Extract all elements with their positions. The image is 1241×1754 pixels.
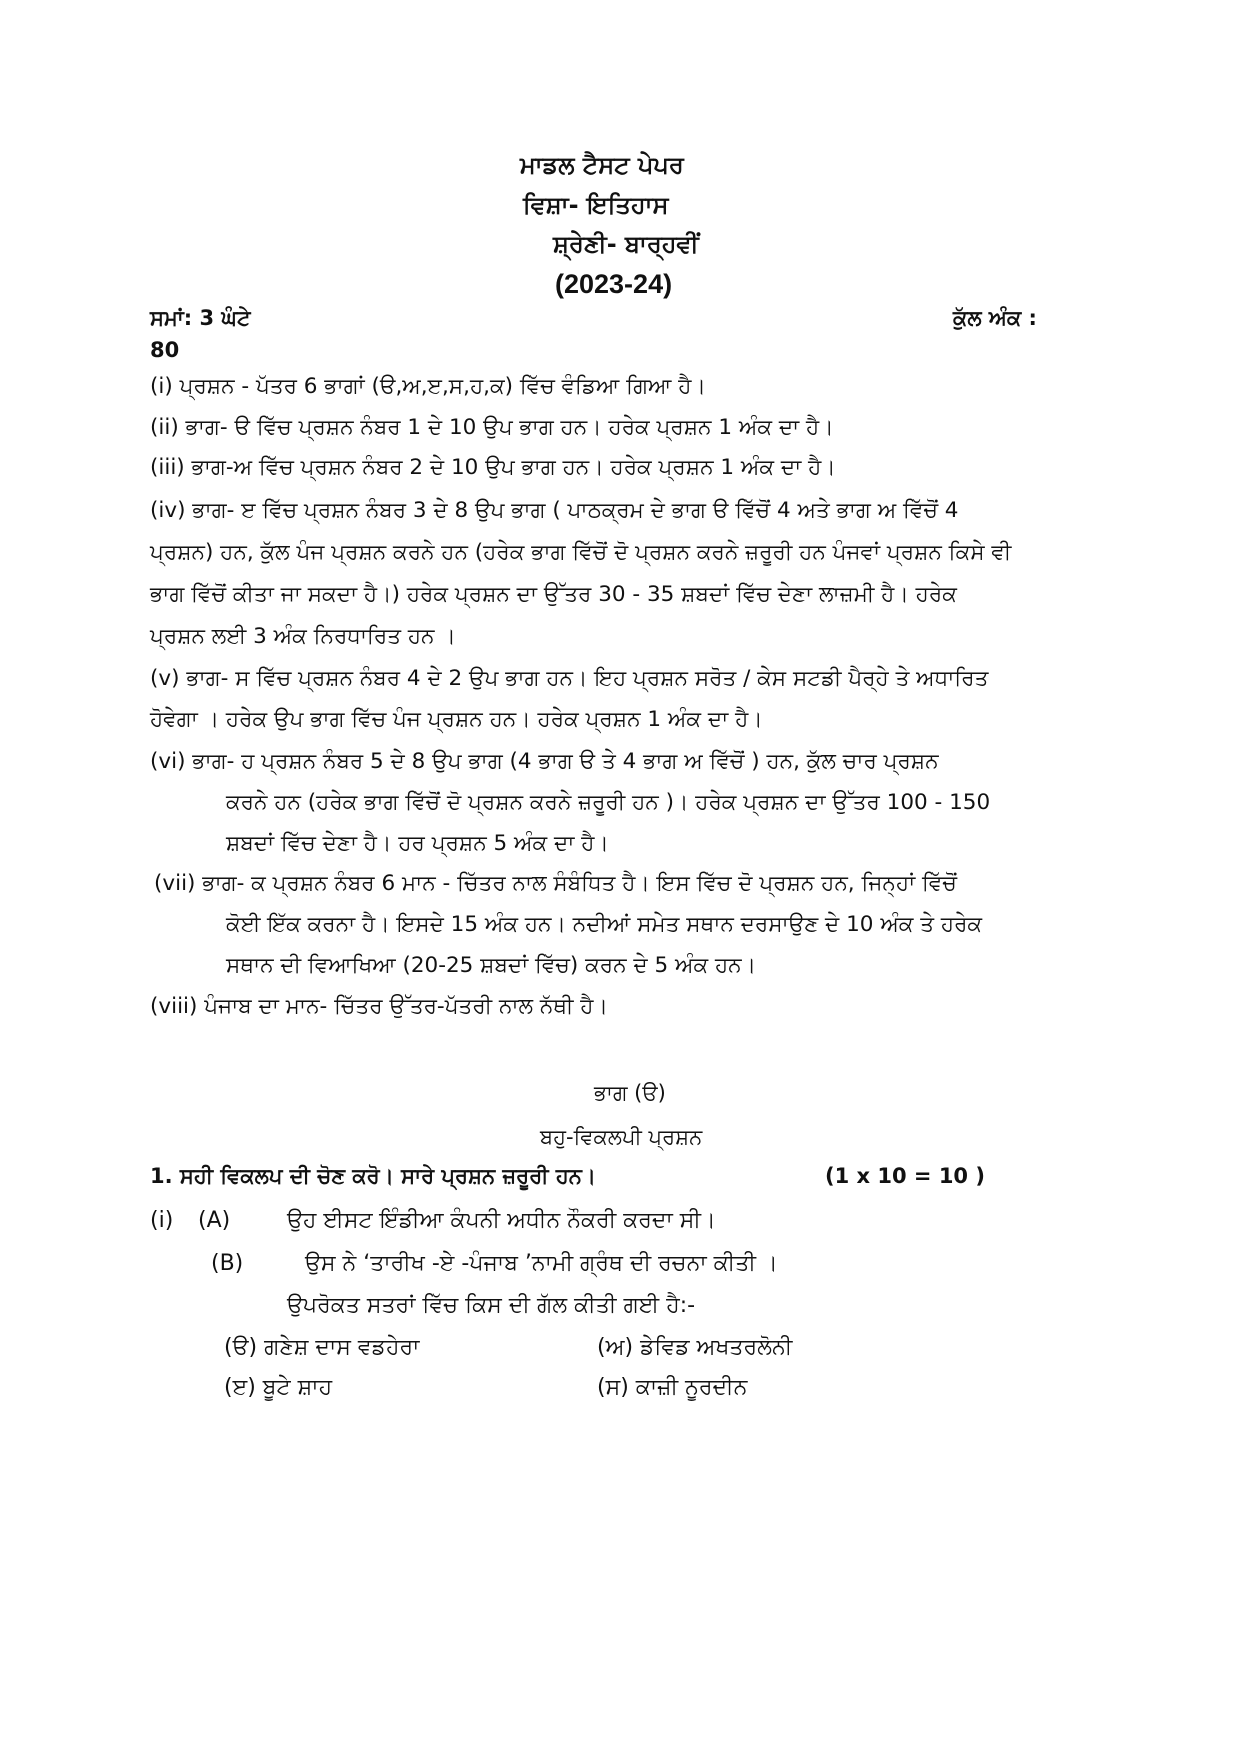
option-d: (ਸ) ਕਾਜ਼ੀ ਨੂਰਦੀਨ — [597, 1375, 748, 1400]
instruction-line: (v) ਭਾਗ- ਸ ਵਿੱਚ ਪ੍ਰਸ਼ਨ ਨੰਬਰ 4 ਦੇ 2 ਉਪ ਭਾਗ ਹਨ। ਇਹ ਪ੍ਰਸ਼ਨ ਸਰੋਤ / ਕੇਸ ਸਟਡੀ ਪੈਰ੍ਹੇ ਤੇ ਅਧਾਰਿਤ — [150, 666, 989, 691]
question-prompt: ਉਪਰੋਕਤ ਸਤਰਾਂ ਵਿੱਚ ਕਿਸ ਦੀ ਗੱਲ ਕੀਤੀ ਗਈ ਹੈ:- — [287, 1293, 696, 1318]
instruction-line: (vi) ਭਾਗ- ਹ ਪ੍ਰਸ਼ਨ ਨੰਬਰ 5 ਦੇ 8 ਉਪ ਭਾਗ (4 ਭਾਗ ੳ ਤੇ 4 ਭਾਗ ਅ ਵਿੱਚੋਂ ) ਹਨ, ਕੁੱਲ ਚਾਰ ਪ੍ਰਸ਼ਨ — [150, 749, 939, 774]
option-c: (ੲ) ਬੂਟੇ ਸ਼ਾਹ — [224, 1375, 333, 1400]
option-b: (ਅ) ਡੇਵਿਡ ਅਖਤਰਲੋਨੀ — [597, 1335, 793, 1360]
instruction-line: ਸ਼ਬਦਾਂ ਵਿੱਚ ਦੇਣਾ ਹੈ। ਹਰ ਪ੍ਰਸ਼ਨ 5 ਅੰਕ ਦਾ ਹੈ। — [226, 831, 609, 856]
question-part-number: (i) — [150, 1208, 174, 1233]
instruction-line: ਪ੍ਰਸ਼ਨ ਲਈ 3 ਅੰਕ ਨਿਰਧਾਰਿਤ ਹਨ । — [150, 624, 456, 649]
instruction-line: (vii) ਭਾਗ- ਕ ਪ੍ਰਸ਼ਨ ਨੰਬਰ 6 ਮਾਨ - ਚਿੱਤਰ ਨਾਲ ਸੰਬੰਧਿਤ ਹੈ। ਇਸ ਵਿੱਚ ਦੋ ਪ੍ਰਸ਼ਨ ਹਨ, ਜਿਨ੍ਹਾਂ ਵਿੱਚੋਂ — [154, 871, 957, 896]
statement-a-label: (A) — [198, 1208, 231, 1233]
instruction-line: ਭਾਗ ਵਿੱਚੋਂ ਕੀਤਾ ਜਾ ਸਕਦਾ ਹੈ।) ਹਰੇਕ ਪ੍ਰਸ਼ਨ ਦਾ ਉੱਤਰ 30 - 35 ਸ਼ਬਦਾਂ ਵਿੱਚ ਦੇਣਾ ਲਾਜ਼ਮੀ ਹੈ। ਹਰੇਕ — [150, 582, 957, 607]
instruction-line: (iv) ਭਾਗ- ੲ ਵਿੱਚ ਪ੍ਰਸ਼ਨ ਨੰਬਰ 3 ਦੇ 8 ਉਪ ਭਾਗ ( ਪਾਠਕ੍ਰਮ ਦੇ ਭਾਗ ੳ ਵਿੱਚੋਂ 4 ਅਤੇ ਭਾਗ ਅ ਵਿੱਚੋਂ 4 — [150, 498, 959, 523]
instruction-line: ਸਥਾਨ ਦੀ ਵਿਆਖਿਆ (20-25 ਸ਼ਬਦਾਂ ਵਿੱਚ) ਕਰਨ ਦੇ 5 ਅੰਕ ਹਨ। — [226, 953, 757, 978]
instruction-line: (iii) ਭਾਗ-ਅ ਵਿੱਚ ਪ੍ਰਸ਼ਨ ਨੰਬਰ 2 ਦੇ 10 ਉਪ ਭਾਗ ਹਨ। ਹਰੇਕ ਪ੍ਰਸ਼ਨ 1 ਅੰਕ ਦਾ ਹੈ। — [150, 455, 836, 480]
time-allowed: ਸਮਾਂ: 3 ਘੰਟੇ — [150, 306, 251, 330]
instruction-line: ਹੋਵੇਗਾ । ਹਰੇਕ ਉਪ ਭਾਗ ਵਿੱਚ ਪੰਜ ਪ੍ਰਸ਼ਨ ਹਨ। ਹਰੇਕ ਪ੍ਰਸ਼ਨ 1 ਅੰਕ ਦਾ ਹੈ। — [150, 707, 763, 732]
question-instruction: 1. ਸਹੀ ਵਿਕਲਪ ਦੀ ਚੋਣ ਕਰੋ। ਸਾਰੇ ਪ੍ਰਸ਼ਨ ਜ਼ਰੂਰੀ ਹਨ। — [150, 1164, 597, 1188]
session-year: (2023-24) — [555, 269, 673, 299]
instruction-line: (ii) ਭਾਗ- ੳ ਵਿੱਚ ਪ੍ਰਸ਼ਨ ਨੰਬਰ 1 ਦੇ 10 ਉਪ ਭਾਗ ਹਨ। ਹਰੇਕ ਪ੍ਰਸ਼ਨ 1 ਅੰਕ ਦਾ ਹੈ। — [150, 415, 834, 440]
class-line: ਸ਼੍ਰੇਣੀ- ਬਾਰ੍ਹਵੀਂ — [553, 230, 699, 258]
statement-a-text: ਉਹ ਈਸਟ ਇੰਡੀਆ ਕੰਪਨੀ ਅਧੀਨ ਨੌਕਰੀ ਕਰਦਾ ਸੀ। — [287, 1208, 716, 1233]
section-heading: ਭਾਗ (ੳ) — [594, 1081, 666, 1105]
instruction-line: (viii) ਪੰਜਾਬ ਦਾ ਮਾਨ- ਚਿੱਤਰ ਉੱਤਰ-ਪੱਤਰੀ ਨਾਲ ਨੱਥੀ ਹੈ। — [150, 994, 608, 1019]
question-marks: (1 x 10 = 10 ) — [825, 1164, 985, 1188]
instruction-line: ਪ੍ਰਸ਼ਨ) ਹਨ, ਕੁੱਲ ਪੰਜ ਪ੍ਰਸ਼ਨ ਕਰਨੇ ਹਨ (ਹਰੇਕ ਭਾਗ ਵਿੱਚੋਂ ਦੋ ਪ੍ਰਸ਼ਨ ਕਰਨੇ ਜ਼ਰੂਰੀ ਹਨ ਪੰਜਵਾਂ ਪ੍ਰਸ਼ਨ ਕਿਸੇ ਵੀ — [150, 540, 1012, 565]
statement-b-text: ਉਸ ਨੇ ‘ਤਾਰੀਖ -ਏ -ਪੰਜਾਬ ’ਨਾਮੀ ਗ੍ਰੰਥ ਦੀ ਰਚਨਾ ਕੀਤੀ । — [305, 1251, 778, 1276]
subject-line: ਵਿਸ਼ਾ- ਇਤਿਹਾਸ — [523, 191, 669, 219]
instruction-line: ਕੋਈ ਇੱਕ ਕਰਨਾ ਹੈ। ਇਸਦੇ 15 ਅੰਕ ਹਨ। ਨਦੀਆਂ ਸਮੇਤ ਸਥਾਨ ਦਰਸਾਉਣ ਦੇ 10 ਅੰਕ ਤੇ ਹਰੇਕ — [226, 912, 983, 937]
statement-b-label: (B) — [211, 1251, 244, 1276]
total-marks-value: 80 — [150, 338, 180, 362]
option-a: (ੳ) ਗਣੇਸ਼ ਦਾਸ ਵਡਹੇਰਾ — [224, 1335, 420, 1360]
instruction-line: ਕਰਨੇ ਹਨ (ਹਰੇਕ ਭਾਗ ਵਿੱਚੋਂ ਦੋ ਪ੍ਰਸ਼ਨ ਕਰਨੇ ਜ਼ਰੂਰੀ ਹਨ )। ਹਰੇਕ ਪ੍ਰਸ਼ਨ ਦਾ ਉੱਤਰ 100 - 150 — [226, 790, 991, 815]
total-marks-label: ਕੁੱਲ ਅੰਕ : — [953, 306, 1037, 330]
instruction-line: (i) ਪ੍ਰਸ਼ਨ - ਪੱਤਰ 6 ਭਾਗਾਂ (ੳ,ਅ,ੲ,ਸ,ਹ,ਕ) ਵਿੱਚ ਵੰਡਿਆ ਗਿਆ ਹੈ। — [150, 374, 706, 399]
section-subheading: ਬਹੁ-ਵਿਕਲਪੀ ਪ੍ਰਸ਼ਨ — [540, 1125, 703, 1149]
paper-title: ਮਾਡਲ ਟੈਸਟ ਪੇਪਰ — [520, 151, 684, 179]
